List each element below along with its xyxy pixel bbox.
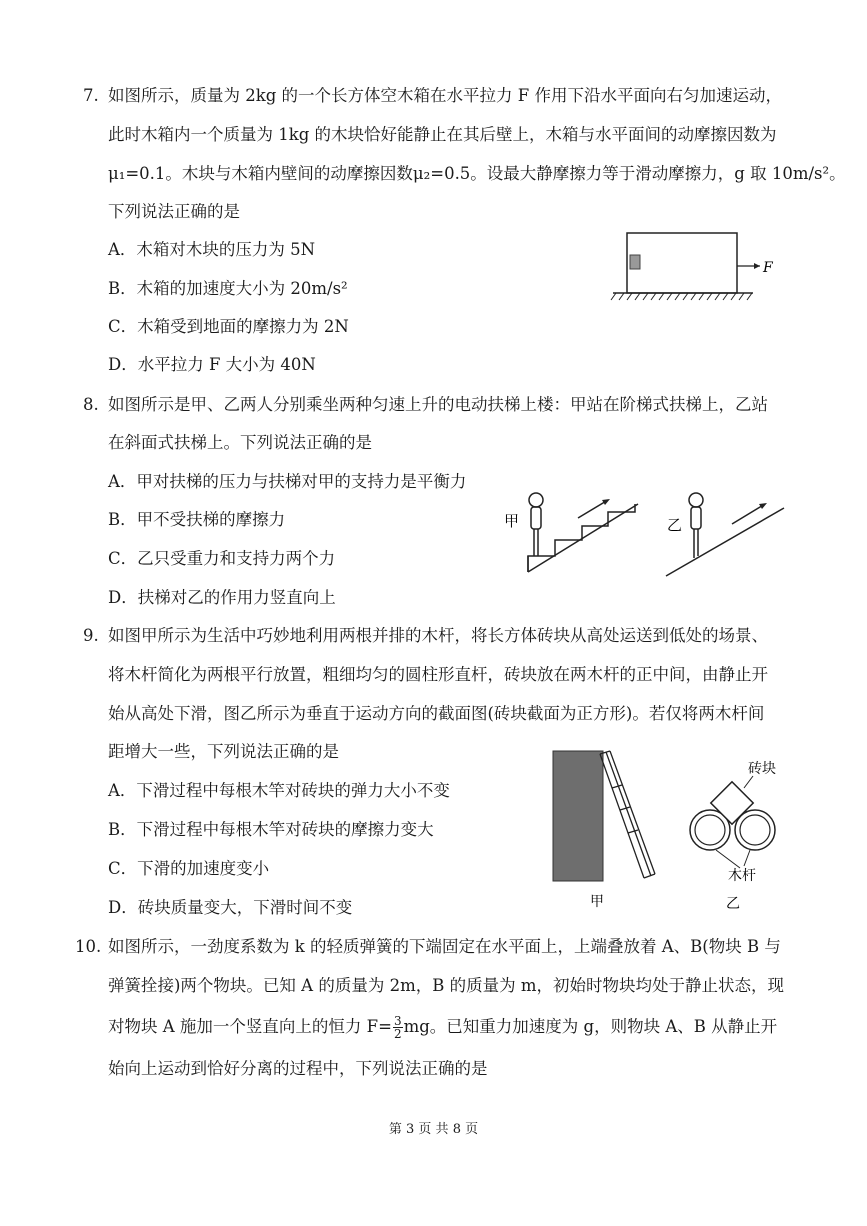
q9-label-brick: 砖块 <box>748 761 776 777</box>
q9-option-d: D．砖块质量变大，下滑时间不变 <box>108 898 353 917</box>
q9-stem-line-4: 距增大一些，下列说法正确的是 <box>108 742 339 761</box>
q10-stem-line-4: 始向上运动到恰好分离的过程中，下列说法正确的是 <box>108 1059 488 1078</box>
q7-stem-line-1: 如图所示，质量为 2kg 的一个长方体空木箱在水平拉力 F 作用下沿水平面向右匀加速运动， <box>108 86 782 105</box>
q7-option-b: B．木箱的加速度大小为 20m/s² <box>108 279 348 298</box>
q10-line3-pre: 对物块 A 施加一个竖直向上的恒力 F= <box>108 1017 392 1036</box>
q10-stem-line-3 <box>108 1015 777 1040</box>
q10-line3-post: mg。已知重力加速度为 g，则物块 A、B 从静止开 <box>403 1017 778 1036</box>
q8-label-yi: 乙 <box>667 516 683 534</box>
q7-option-c: C．木箱受到地面的摩擦力为 2N <box>108 317 349 336</box>
q8-label-jia: 甲 <box>504 512 520 530</box>
q7-option-d: D．水平拉力 F 大小为 40N <box>108 355 316 374</box>
q8-option-c: C．乙只受重力和支持力两个力 <box>108 549 336 568</box>
q10-stem-line-2: 弹簧拴接)两个物块。已知 A 的质量为 2m，B 的质量为 m，初始时物块均处于静止状态，现 <box>108 976 784 995</box>
q10-frac-num: 3 <box>393 1014 402 1028</box>
q9-stem-line-2: 将木杆简化为两根平行放置，粗细均匀的圆柱形直杆，砖块放在两木杆的正中间，由静止开 <box>108 665 768 684</box>
q7-box-figure <box>610 228 773 304</box>
q7-stem-line-2: 此时木箱内一个质量为 1kg 的木块恰好能静止在其后壁上，木箱与水平面间的动摩擦因数为 <box>108 125 777 144</box>
q9-label-pole: 木杆 <box>728 868 756 884</box>
q10-number: 10. <box>75 937 102 956</box>
q10-frac-den: 2 <box>393 1027 402 1041</box>
q9-label-jia: 甲 <box>590 894 604 910</box>
q9-stem-line-1: 如图甲所示为生活中巧妙地利用两根并排的木杆，将长方体砖块从高处运送到低处的场景、 <box>108 626 768 645</box>
page-footer: 第 3 页 共 8 页 <box>388 1122 479 1137</box>
q8-stem-line-2: 在斜面式扶梯上。下列说法正确的是 <box>108 433 372 452</box>
q9-option-a: A．下滑过程中每根木竿对砖块的弹力大小不变 <box>108 781 450 800</box>
q7-stem-line-3: μ₁=0.1。木块与木箱内壁间的动摩擦因数μ₂=0.5。设最大静摩擦力等于滑动摩擦力，g 取 10m/s²。 <box>108 164 846 183</box>
q8-stem-line-1: 如图所示是甲、乙两人分别乘坐两种匀速上升的电动扶梯上楼：甲站在阶梯式扶梯上，乙站 <box>108 395 768 414</box>
q8-option-d: D．扶梯对乙的作用力竖直向上 <box>108 588 336 607</box>
q9-stem-line-3: 始从高处下滑，图乙所示为垂直于运动方向的截面图(砖块截面为正方形)。若仅将两木杆间 <box>108 704 765 723</box>
q7-number: 7. <box>83 86 99 105</box>
q9-pole-figure <box>548 748 788 913</box>
q7-force-label: F <box>763 260 773 276</box>
q8-option-b: B．甲不受扶梯的摩擦力 <box>108 510 286 529</box>
q10-fraction <box>393 1015 403 1040</box>
q9-label-yi: 乙 <box>726 896 740 912</box>
q9-number: 9. <box>83 626 99 645</box>
q7-stem-line-4: 下列说法正确的是 <box>108 202 240 221</box>
q10-stem-line-1: 如图所示，一劲度系数为 k 的轻质弹簧的下端固定在水平面上，上端叠放着 A、B(物块 B 与 <box>108 937 781 956</box>
q9-option-b: B．下滑过程中每根木竿对砖块的摩擦力变大 <box>108 820 434 839</box>
q8-escalator-figure <box>500 482 790 582</box>
q9-option-c: C．下滑的加速度变小 <box>108 859 270 878</box>
q7-option-a: A．木箱对木块的压力为 5N <box>108 240 316 259</box>
q8-number: 8. <box>83 395 99 414</box>
q8-option-a: A．甲对扶梯的压力与扶梯对甲的支持力是平衡力 <box>108 472 467 491</box>
